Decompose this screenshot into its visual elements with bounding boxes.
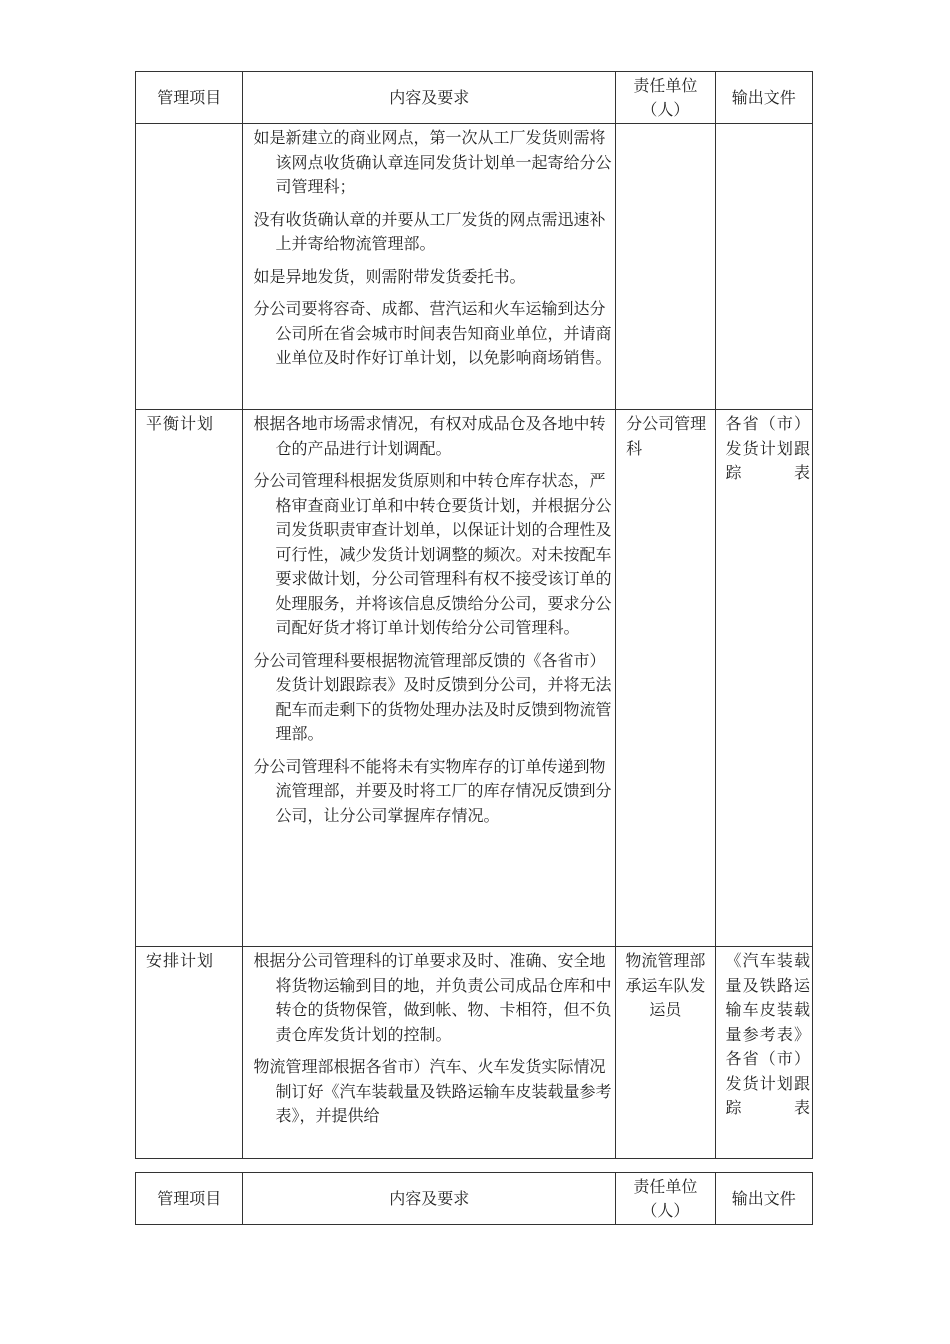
content-paragraph: 分公司管理科要根据物流管理部反馈的《各省市）发货计划跟踪表》及时反馈到分公司，并将无法配车而走剩下的货物处理办法及时反馈到物流管理部。 <box>253 650 612 743</box>
header-content: 内容及要求 <box>243 1173 616 1225</box>
main-table <box>135 71 813 1159</box>
header-item: 管理项目 <box>136 1173 243 1225</box>
content-paragraph: 如是异地发货，则需附带发货委托书。 <box>253 266 526 286</box>
row-item <box>136 124 243 410</box>
header-output: 输出文件 <box>715 72 812 124</box>
table-row <box>136 410 813 947</box>
header-responsible-line2: （人） <box>641 1200 690 1220</box>
content-paragraph: 根据各地市场需求情况，有权对成品仓及各地中转仓的产品进行计划调配。 <box>253 414 606 458</box>
row-content <box>243 410 616 947</box>
content-paragraph: 没有收货确认章的并要从工厂发货的网点需迅速补上并寄给物流管理部。 <box>253 209 606 253</box>
header-row <box>136 72 813 124</box>
header-content: 内容及要求 <box>243 72 616 124</box>
row-content <box>243 124 616 410</box>
header-item: 管理项目 <box>136 72 243 124</box>
table-row <box>136 947 813 1159</box>
header-responsible <box>616 1173 715 1225</box>
content-paragraph: 分公司要将容奇、成都、营汽运和火车运输到达分公司所在省会城市时间表告知商业单位，并请商业单位及时作好订单计划，以免影响商场销售。 <box>253 299 612 367</box>
header-responsible-line2: （人） <box>641 99 690 119</box>
row-responsible <box>616 124 715 410</box>
row-output-text: 《汽车装载量及铁路运输车皮装载量参考表》各省（市）发货计划跟踪表 <box>725 951 810 1117</box>
row-output <box>715 124 812 410</box>
table-row <box>136 124 813 410</box>
row-responsible: 分公司管理科 <box>616 410 715 947</box>
content-paragraph: 分公司管理科不能将未有实物库存的订单传递到物流管理部，并要及时将工厂的库存情况反馈到分公司，让分公司掌握库存情况。 <box>253 756 612 825</box>
header-responsible-line1: 责任单位 <box>633 75 698 95</box>
header-row <box>136 1173 813 1225</box>
row-output <box>715 947 812 1159</box>
header-responsible <box>616 72 715 124</box>
row-item: 安排计划 <box>136 947 243 1159</box>
header-output: 输出文件 <box>715 1173 812 1225</box>
row-responsible: 物流管理部承运车队发运员 <box>616 947 715 1159</box>
content-paragraph: 如是新建立的商业网点，第一次从工厂发货则需将该网点收货确认章连同发货计划单一起寄给分公司管理科； <box>253 128 612 196</box>
content-paragraph: 物流管理部根据各省市）汽车、火车发货实际情况制订好《汽车装载量及铁路运输车皮装载量参考表》，并提供给 <box>253 1057 612 1125</box>
content-paragraph: 根据分公司管理科的订单要求及时、准确、安全地将货物运输到目的地，并负责公司成品仓库和中转仓的货物保管，做到帐、物、卡相符，但不负责仓库发货计划的控制。 <box>253 951 612 1044</box>
row-output: 各省（市）发货计划跟踪表 <box>715 410 812 947</box>
content-paragraph: 分公司管理科根据发货原则和中转仓库存状态，严格审查商业订单和中转仓要货计划，并根据分公司发货职责审查计划单，以保证计划的合理性及可行性，减少发货计划调整的频次。对未按配车要求做计划，分公司管理科有权不接受该订单的处理服务，并将该信息反馈给分公司，要求分公司配好货才将订单计划传给分公司管理科。 <box>253 471 612 637</box>
row-item: 平衡计划 <box>136 410 243 947</box>
continuation-table <box>135 1172 813 1225</box>
header-responsible-line1: 责任单位 <box>633 1176 698 1196</box>
row-content <box>243 947 616 1159</box>
